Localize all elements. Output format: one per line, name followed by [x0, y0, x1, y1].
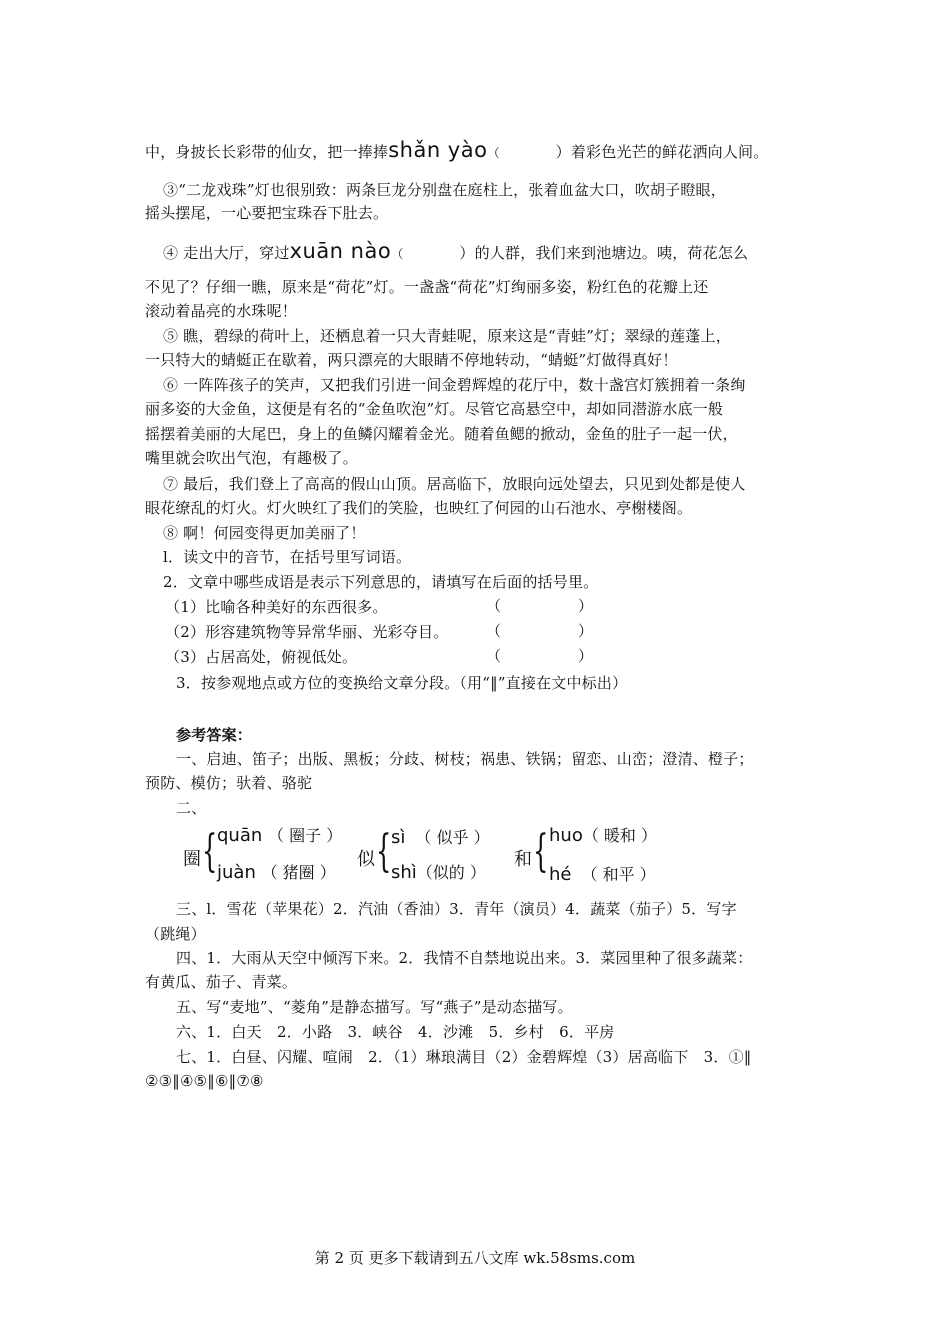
- pinyin: shì: [391, 862, 417, 883]
- para-6-line-4: 嘴里就会吹出气泡，有趣极了。: [145, 449, 358, 467]
- pinyin: sì: [391, 827, 406, 848]
- para-5-line-2: 一只特大的蜻蜓正在歇着，两只漂亮的大眼睛不停地转动，“蜻蜓”灯做得真好！: [145, 351, 678, 369]
- blank-open: （: [486, 647, 502, 665]
- text: ）的人群，我们来到池塘边。咦，荷花怎么: [459, 244, 749, 262]
- diagram-row: [391, 860, 486, 883]
- para-3-line-1: ③“二龙戏珠”灯也很别致：两条巨龙分别盘在庭柱上，张着血盆大口，吹胡子瞪眼，: [163, 181, 726, 199]
- char-he: 和: [514, 849, 532, 870]
- answers-title: 参考答案：: [176, 726, 253, 744]
- question-2-2: （2）形容建筑物等异常华丽、光彩夺目。: [165, 623, 449, 641]
- diagram-row: [217, 860, 336, 883]
- answer-3-line-1: 三、l．雪花（苹果花）2．汽油（香油）3．青年（演员）4．蔬菜（茄子）5．写字: [176, 900, 737, 918]
- blank-close: ）: [578, 622, 594, 640]
- para-5-line-1: ⑤ 瞧，碧绿的荷叶上，还栖息着一只大青蛙呢，原来这是“青蛙”灯；翠绿的莲蓬上，: [163, 327, 731, 345]
- char-si: 似: [357, 849, 375, 870]
- diagram-row: [549, 860, 656, 886]
- question-2-1: （1）比喻各种美好的东西很多。: [165, 598, 388, 616]
- answer-1-line-1: 一、启迪、笛子；出版、黑板；分歧、树枝；祸患、铁锅；留恋、山峦；澄清、橙子；: [176, 750, 754, 768]
- para-4-line-1: [163, 239, 843, 266]
- answer-3-line-2: （跳绳）: [145, 925, 206, 943]
- char-quan: 圈: [183, 849, 201, 870]
- brace-icon: {: [376, 826, 392, 877]
- pinyin: hé: [549, 864, 572, 885]
- text: 中，身披长长彩带的仙女，把一捧捧: [145, 143, 389, 161]
- page-footer: 第 2 页 更多下载请到五八文库 wk.58sms.com: [314, 1249, 636, 1267]
- answer-6: 六、1．白天 2．小路 3．峡谷 4．沙滩 5．乡村 6．平房: [176, 1023, 615, 1041]
- pinyin-shanyao: shǎn yào: [388, 138, 488, 162]
- diagram-row: [549, 823, 657, 846]
- para-6-line-3: 摇摆着美丽的大尾巴，身上的鱼鳞闪耀着金光。随着鱼鳃的掀动，金鱼的肚子一起一伏，: [145, 425, 738, 443]
- text: ）着彩色光芒的鲜花洒向人间。: [555, 143, 769, 161]
- question-2-3: （3）占居高处，俯视低处。: [165, 648, 358, 666]
- brace-icon: {: [533, 826, 549, 877]
- para-8: ⑧ 啊！何园变得更加美丽了！: [163, 524, 366, 542]
- passage-line-1: [145, 138, 825, 165]
- para-3-line-2: 摇头摆尾，一心要把宝珠吞下肚去。: [145, 204, 389, 222]
- brace-icon: {: [202, 826, 218, 877]
- word: （似的 ）: [416, 863, 486, 882]
- paren: （: [391, 247, 404, 261]
- pinyin: quān: [217, 825, 263, 846]
- question-1: l．读文中的音节，在括号里写词语。: [163, 548, 412, 566]
- pinyin-xuannao: xuān nào: [289, 239, 392, 263]
- word: （ 暖和 ）: [582, 826, 658, 845]
- answer-2-label: 二、: [176, 799, 207, 817]
- word: （ 猪圈 ）: [261, 863, 336, 882]
- para-7-line-1: ⑦ 最后，我们登上了高高的假山山顶。居高临下，放眼向远处望去，只见到处都是使人: [163, 475, 746, 493]
- answer-4-line-2: 有黄瓜、茄子、青菜。: [145, 973, 298, 991]
- text: ④ 走出大厅，穿过: [163, 244, 290, 262]
- diagram-row: [217, 823, 342, 846]
- paren: （: [487, 146, 500, 160]
- blank-open: （: [486, 597, 502, 615]
- pinyin: huo: [549, 825, 583, 846]
- question-3: 3．按参观地点或方位的变换给文章分段。（用“‖”直接在文中标出）: [176, 674, 628, 692]
- answer-5: 五、写“麦地”、“菱角”是静态描写。写“燕子”是动态描写。: [176, 998, 573, 1016]
- answer-4-line-1: 四、1．大雨从天空中倾泻下来。2．我情不自禁地说出来。3．菜园里种了很多蔬菜：: [176, 949, 753, 967]
- word: （ 和平 ）: [589, 865, 656, 884]
- word: （ 圈子 ）: [268, 826, 343, 845]
- answer-7-line-2: ②③‖④⑤‖⑥‖⑦⑧: [145, 1072, 264, 1090]
- para-4-line-3: 滚动着晶亮的水珠呢！: [145, 302, 298, 320]
- blank-close: ）: [578, 597, 594, 615]
- diagram-row: [391, 823, 490, 849]
- word: （ 似乎 ）: [423, 828, 490, 847]
- blank-close: ）: [578, 647, 594, 665]
- answer-7-line-1: 七、1．白昼、闪耀、喧闹 2．（1）琳琅满目（2）金碧辉煌（3）居高临下 3．①‖: [176, 1048, 752, 1066]
- para-6-line-1: ⑥ 一阵阵孩子的笑声，又把我们引进一间金碧辉煌的花厅中，数十盏宫灯簇拥着一条绚: [163, 376, 746, 394]
- blank-open: （: [486, 622, 502, 640]
- pinyin: juàn: [217, 862, 256, 883]
- para-4-line-2: 不见了？仔细一瞧，原来是“荷花”灯。一盏盏“荷花”灯绚丽多姿，粉红色的花瓣上还: [145, 278, 709, 296]
- para-6-line-2: 丽多姿的大金鱼，这便是有名的“金鱼吹泡”灯。尽管它高悬空中，却如同潜游水底一般: [145, 400, 724, 418]
- para-7-line-2: 眼花缭乱的灯火。灯火映红了我们的笑脸，也映红了何园的山石池水、亭榭楼阁。: [145, 499, 693, 517]
- answer-1-line-2: 预防、模仿；驮着、骆驼: [145, 774, 313, 792]
- question-2: 2．文章中哪些成语是表示下列意思的，请填写在后面的括号里。: [163, 573, 599, 591]
